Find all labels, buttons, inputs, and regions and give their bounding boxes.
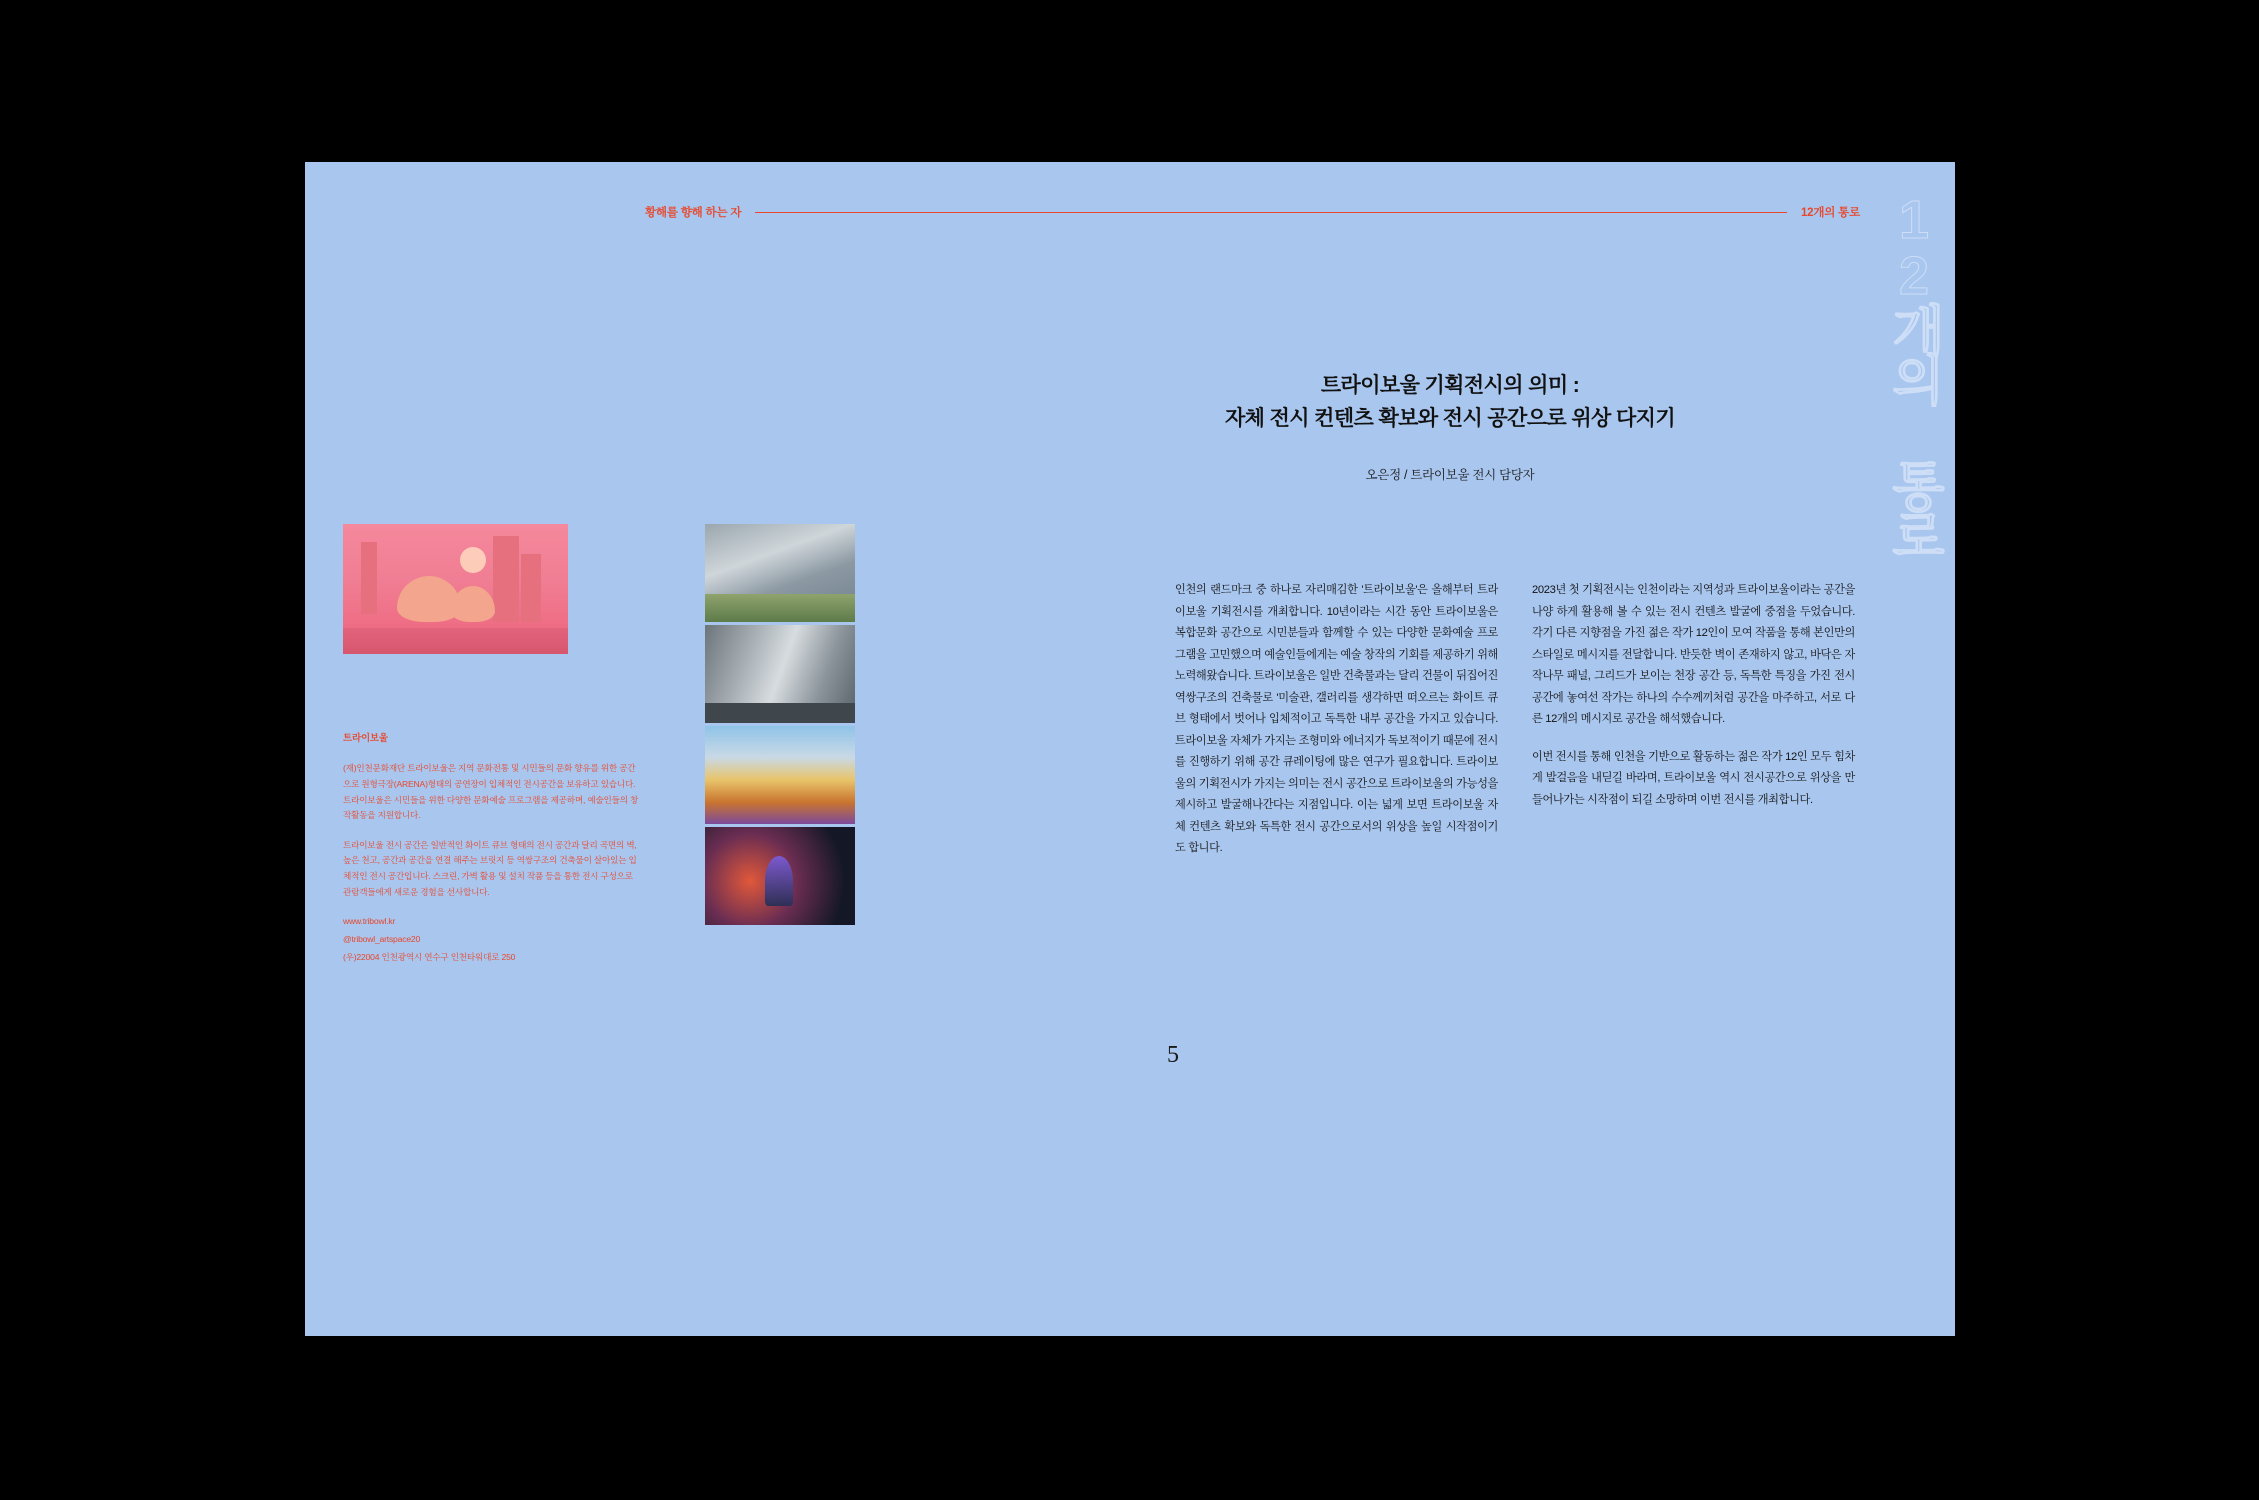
body-column-2 — [1532, 580, 1855, 876]
venue-description-1: (재)인천문화재단 트라이보울은 지역 문화전통 및 시민들의 문화 향유를 위한 공간으로 원형극장(ARENA)형태의 공연장이 입체적인 전시공간을 보유하고 있습니다. 트라이보울은 시민들을 위한 다양한 문화예술 프로그램을 제공하며, 예술인들의 창작활동을 지원합니다. — [343, 763, 639, 821]
body-paragraph: 인천의 랜드마크 중 하나로 자리매김한 '트라이보울'은 올해부터 트라이보울 기획전시를 개최합니다. 10년이라는 시간 동안 트라이보울은 복합문화 공간으로 시민분들과 함께할 수 있는 다양한 문화예술 프로그램을 고민했으며 예술인들에게는 예술 창작의 기회를 제공하기 위해 노력해왔습니다. 트라이보울은 일반 건축물과는 달리 건물이 뒤집어진 역쌍구조의 건축물로 '미술관, 갤러리를 생각하면 떠오르는 화이트 큐브 형태에서 벗어나 입체적이고 독특한 내부 공간을 가지고 있습니다. 트라이보울 자체가 가지는 조형미와 에너지가 독보적이기 때문에 전시를 진행하기 위해 공간 큐레이팅에 많은 연구가 필요합니다. 트라이보울의 기획전시가 가지는 의미는 전시 공간으로 트라이보울의 가능성을 제시하고 발굴해나간다는 지점입니다. 이는 넓게 보면 트라이보울 자체 컨텐츠 확보와 독특한 전시 공간으로서의 위상을 높일 시작점이기도 합니다. — [1175, 584, 1498, 854]
photo-strip — [705, 524, 855, 928]
page-number: 5 — [1167, 1042, 1179, 1068]
body-column-1 — [1175, 580, 1498, 876]
hero-tower-left — [361, 542, 377, 614]
byline: 오은정 / 트라이보울 전시 담당자 — [1365, 468, 1535, 483]
venue-website[interactable]: www.tribowl.kr — [343, 916, 396, 927]
photo-thumb-4 — [705, 827, 855, 925]
headline-line-2: 자체 전시 컨텐츠 확보와 전시 공간으로 위상 다지기 — [1224, 406, 1676, 430]
running-head — [305, 202, 1955, 222]
venue-description-2: 트라이보울 전시 공간은 일반적인 화이트 큐브 형태의 전시 공간과 달리 곡면의 벽, 높은 천고, 공간과 공간을 연결 해주는 브릿지 등 역쌍구조의 건축물이 살아있는 입체적인 전시 공간입니다. 스크린, 가벽 활용 및 설치 작품 등을 통한 전시 구성으로 관람객들에게 새로운 경험을 선사합니다. — [343, 839, 637, 897]
hero-tower-right-b — [521, 554, 541, 622]
photo-thumb-1 — [705, 524, 855, 622]
article-headline — [1040, 370, 1860, 483]
article-body — [1175, 580, 1855, 876]
body-paragraph: 이번 전시를 통해 인천을 기반으로 활동하는 젊은 작가 12인 모두 힘차게 발걸음을 내딛길 바라며, 트라이보울 역시 전시공간으로 위상을 만들어나가는 시작점이 되길 소망하며 이번 전시를 개최합니다. — [1532, 750, 1855, 806]
page-title — [1040, 370, 1860, 435]
venue-links — [343, 914, 643, 965]
venue-name: 트라이보울 — [343, 733, 388, 744]
running-head-right: 12개의 통로 — [1800, 207, 1860, 219]
body-paragraph: 2023년 첫 기획전시는 인천이라는 지역성과 트라이보울이라는 공간을 나양 하게 활용해 볼 수 있는 전시 컨텐츠 발굴에 중점을 두었습니다. 각기 다른 지향점을 가진 젊은 작가 12인이 모여 작품을 통해 본인만의 스타일로 메시지를 전달합니다. 반듯한 벽이 존재하지 않고, 바닥은 자작나무 패널, 그리드가 보이는 천장 공간 등, 독특한 특징을 가진 전시 공간에 놓여선 작가는 하나의 수수께끼처럼 공간을 마주하고, 서로 다른 12개의 메시지로 공간을 해석했습니다. — [1532, 584, 1855, 725]
side-outline-title: 12개의 통로 — [1884, 190, 1944, 558]
photo-thumb-2 — [705, 625, 855, 723]
venue-info-block — [343, 730, 643, 967]
running-head-left: 황해를 향해 하는 자 — [645, 207, 742, 219]
hero-water — [343, 628, 568, 654]
running-head-rule — [755, 212, 1787, 213]
hero-photo — [343, 524, 568, 654]
headline-line-1: 트라이보울 기획전시의 의미 : — [1320, 374, 1580, 397]
photo-thumb-3 — [705, 726, 855, 824]
hero-tower-right-a — [493, 536, 519, 622]
magazine-spread — [305, 162, 1955, 1336]
venue-instagram[interactable]: @tribowl_artspace20 — [343, 934, 421, 945]
venue-address: (우)22004 인천광역시 연수구 인천타워대로 250 — [343, 951, 516, 962]
